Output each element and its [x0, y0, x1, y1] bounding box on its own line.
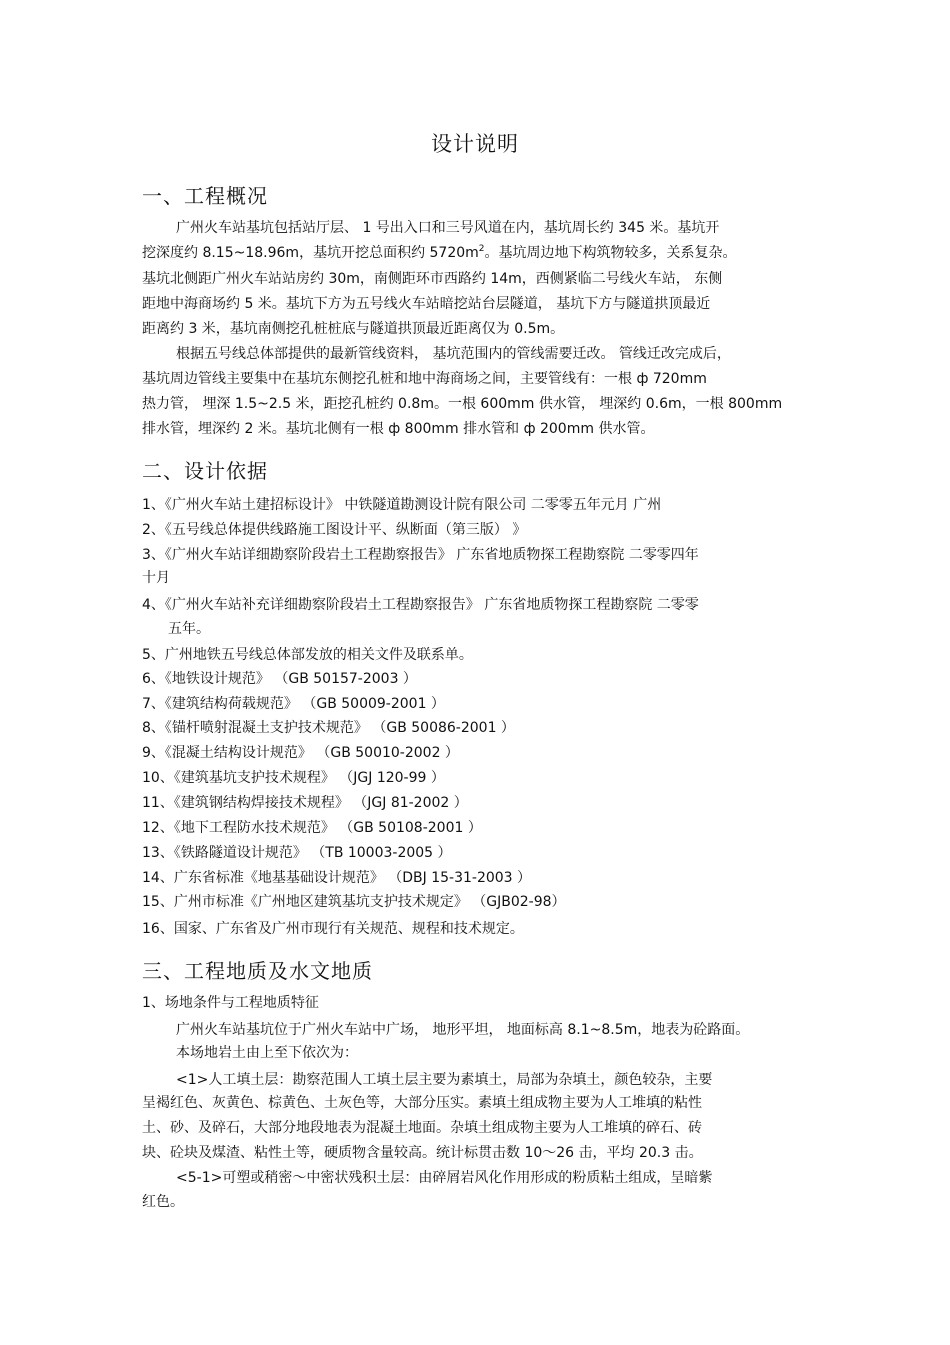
list-item: 6、《地铁设计规范》 （GB 50157-2003 ） — [142, 671, 417, 687]
paragraph-line: 呈褐红色、灰黄色、棕黄色、土灰色等，大部分压实。素填土组成物主要为人工堆填的粘性 — [142, 1095, 702, 1111]
list-item: 十月 — [142, 570, 170, 586]
paragraph-line: 距离约 3 米，基坑南侧挖孔桩桩底与隧道拱顶最近距离仅为 0.5m。 — [142, 321, 565, 337]
paragraph-line: 广州火车站基坑位于广州火车站中广场， 地形平坦， 地面标高 8.1~8.5m，地表为砼路面。 — [176, 1022, 750, 1038]
paragraph-line: 基坑北侧距广州火车站站房约 30m，南侧距环市西路约 14m，西侧紧临二号线火车站， 东侧 — [142, 271, 723, 287]
list-item: 12、《地下工程防水技术规范》 （GB 50108-2001 ） — [142, 820, 482, 836]
list-item: 1、《广州火车站土建招标设计》 中铁隧道勘测设计院有限公司 二零零五年元月 广州 — [142, 497, 662, 513]
paragraph-line: <5-1>可塑或稍密～中密状残积土层：由碎屑岩风化作用形成的粉质粘土组成，呈暗紫 — [176, 1170, 713, 1186]
list-item: 7、《建筑结构荷载规范》 （GB 50009-2001 ） — [142, 696, 445, 712]
list-item: 4、《广州火车站补充详细勘察阶段岩土工程勘察报告》 广东省地质物探工程勘察院 二零零 — [142, 597, 699, 613]
paragraph-line: 基坑周边管线主要集中在基坑东侧挖孔桩和地中海商场之间，主要管线有：一根 ф 720mm — [142, 371, 707, 387]
list-item: 3、《广州火车站详细勘察阶段岩土工程勘察报告》 广东省地质物探工程勘察院 二零零四年 — [142, 547, 699, 563]
list-item: 11、《建筑钢结构焊接技术规程》 （JGJ 81-2002 ） — [142, 795, 468, 811]
list-item: 2、《五号线总体提供线路施工图设计平、纵断面（第三版） 》 — [142, 522, 527, 538]
paragraph-line: 红色。 — [142, 1194, 184, 1210]
list-item: 14、广东省标准《地基基础设计规范》 （DBJ 15-31-2003 ） — [142, 870, 532, 886]
list-item: 15、广州市标准《广州地区建筑基坑支护技术规定》 （GJB02-98） — [142, 894, 566, 910]
paragraph-line: 根据五号线总体部提供的最新管线资料， 基坑范围内的管线需要迁改。 管线迁改完成后， — [176, 346, 731, 362]
list-item: 9、《混凝土结构设计规范》 （GB 50010-2002 ） — [142, 745, 459, 761]
paragraph-line: <1>人工填土层：勘察范围人工填土层主要为素填土，局部为杂填土，颜色较杂，主要 — [176, 1072, 713, 1088]
paragraph-line: 土、砂、及碎石，大部分地段地表为混凝土地面。杂填土组成物主要为人工堆填的碎石、砖 — [142, 1120, 702, 1136]
paragraph-line: 热力管， 埋深 1.5~2.5 米，距挖孔桩约 0.8m。一根 600mm 供水管， 埋深约 0.6m，一根 800mm — [142, 396, 783, 412]
list-item: 13、《铁路隧道设计规范》 （TB 10003-2005 ） — [142, 845, 452, 861]
list-item: 五年。 — [168, 621, 210, 637]
paragraph-line — [142, 244, 737, 262]
paragraph-line: 排水管，埋深约 2 米。基坑北侧有一根 ф 800mm 排水管和 ф 200mm 供水管。 — [142, 421, 655, 437]
page-title: 设计说明 — [431, 132, 519, 156]
list-item: 8、《锚杆喷射混凝土支护技术规范》 （GB 50086-2001 ） — [142, 720, 515, 736]
text-span: 挖深度约 8.15~18.96m，基坑开挖总面积约 5720m — [142, 245, 479, 261]
paragraph-line: 块、砼块及煤渣、粘性土等，硬质物含量较高。统计标贯击数 10～26 击，平均 20.3 击。 — [142, 1145, 703, 1161]
sub-heading: 1、场地条件与工程地质特征 — [142, 995, 319, 1011]
superscript: 2 — [478, 244, 485, 254]
paragraph-line: 本场地岩土由上至下依次为： — [176, 1045, 358, 1061]
list-item: 5、广州地铁五号线总体部发放的相关文件及联系单。 — [142, 647, 473, 663]
paragraph-line: 距地中海商场约 5 米。基坑下方为五号线火车站暗挖站台层隧道， 基坑下方与隧道拱顶最近 — [142, 296, 711, 312]
text-span: 。基坑周边地下构筑物较多，关系复杂。 — [484, 245, 737, 261]
list-item: 10、《建筑基坑支护技术规程》 （JGJ 120-99 ） — [142, 770, 445, 786]
section-heading-geology: 三、工程地质及水文地质 — [142, 959, 373, 983]
section-heading-basis: 二、设计依据 — [142, 459, 268, 483]
paragraph-line: 广州火车站基坑包括站厅层、 1 号出入口和三号风道在内，基坑周长约 345 米。基坑开 — [176, 220, 720, 236]
list-item: 16、国家、广东省及广州市现行有关规范、规程和技术规定。 — [142, 921, 524, 937]
section-heading-overview: 一、工程概况 — [142, 184, 268, 208]
